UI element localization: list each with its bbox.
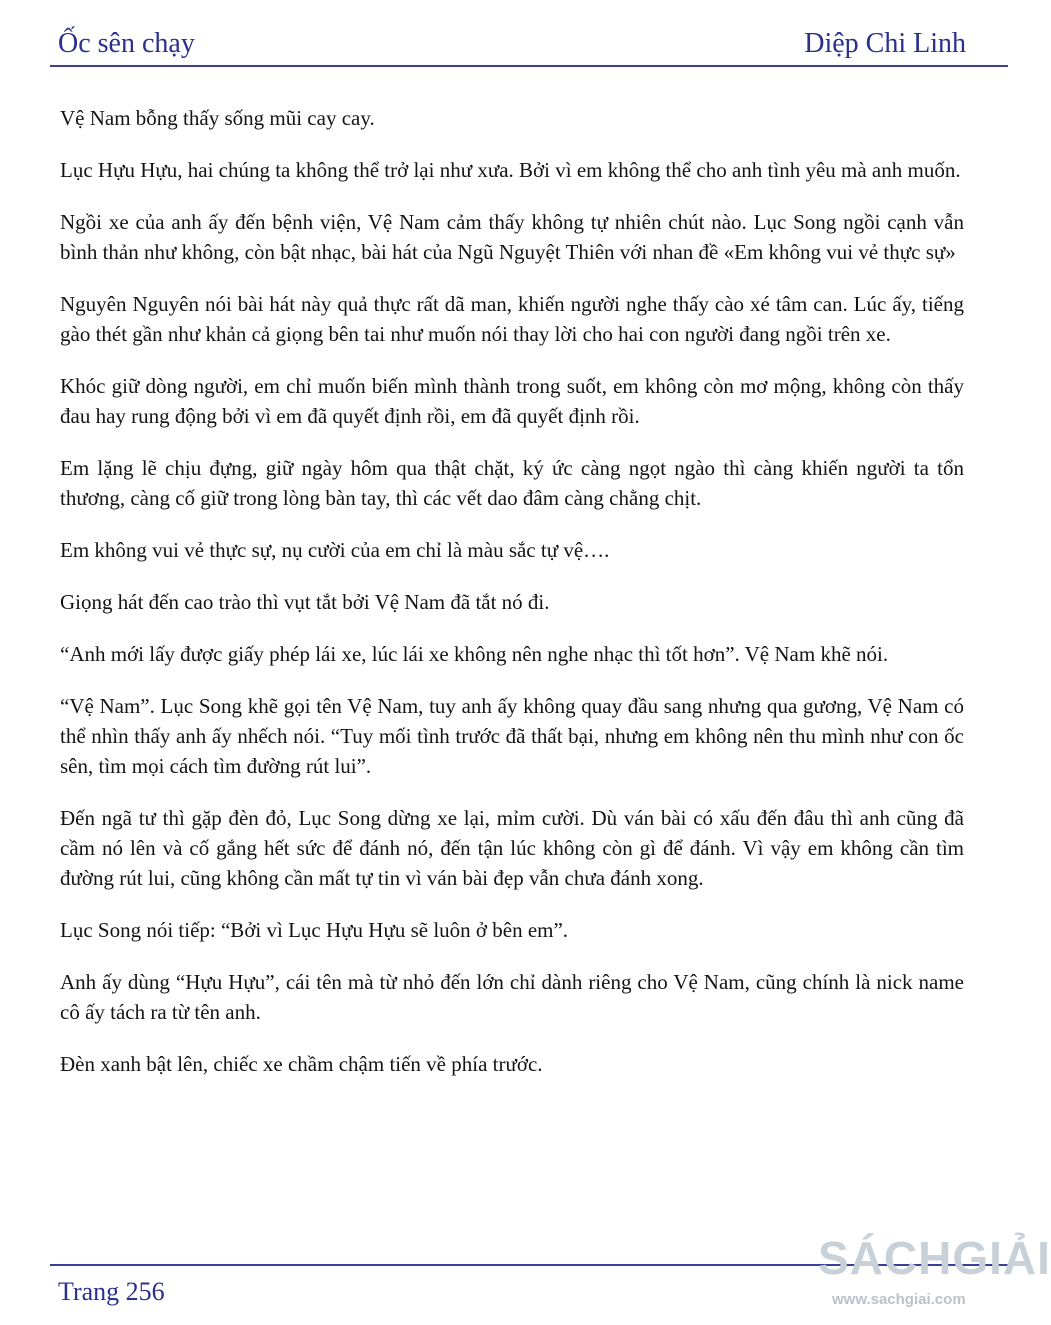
- page-header: [58, 24, 966, 64]
- paragraph: Anh ấy dùng “Hựu Hựu”, cái tên mà từ nhỏ đến lớn chỉ dành riêng cho Vệ Nam, cũng chính là nick name cô ấy tách ra từ tên anh.: [60, 970, 964, 1024]
- paragraph: Lục Song nói tiếp: “Bởi vì Lục Hựu Hựu sẽ luôn ở bên em”.: [60, 918, 569, 942]
- paragraph: Khóc giữ dòng người, em chỉ muốn biến mình thành trong suốt, em không còn mơ mộng, không còn thấy đau hay rung động bởi vì em đã quyết định rồi, em đã quyết định rồi.: [60, 374, 964, 428]
- paragraph: “Anh mới lấy được giấy phép lái xe, lúc lái xe không nên nghe nhạc thì tốt hơn”. Vệ Nam khẽ nói.: [60, 642, 889, 666]
- author-name: Diệp Chi Linh: [804, 28, 966, 59]
- paragraph: Ngồi xe của anh ấy đến bệnh viện, Vệ Nam cảm thấy không tự nhiên chút nào. Lục Song ngồi cạnh vẫn bình thản như không, còn bật nhạc, bài hát của Ngũ Nguyệt Thiên với nhan đề «Em không vui vẻ thực sự»: [60, 210, 964, 264]
- header-divider: [50, 65, 1008, 67]
- paragraph: Nguyên Nguyên nói bài hát này quả thực rất dã man, khiến người nghe thấy cào xé tâm can. Lúc ấy, tiếng gào thét gần như khản cả giọng bên tai như muốn nói thay lời cho hai con người đang ngồi trên xe.: [60, 292, 964, 346]
- paragraph: Giọng hát đến cao trào thì vụt tắt bởi Vệ Nam đã tắt nó đi.: [60, 590, 550, 614]
- watermark-url: www.sachgiai.com: [832, 1291, 966, 1308]
- book-title: Ốc sên chạy: [58, 28, 195, 59]
- paragraph: Đèn xanh bật lên, chiếc xe chầm chậm tiến về phía trước.: [60, 1052, 543, 1076]
- paragraph: Đến ngã tư thì gặp đèn đỏ, Lục Song dừng xe lại, mỉm cười. Dù ván bài có xấu đến đâu thì anh cũng đã cầm nó lên và cố gắng hết sức để đánh nó, đến tận lúc không còn gì để đánh. Vì vậy em không cần tìm đường rút lui, cũng không cần mất tự tin vì ván bài đẹp vẫn chưa đánh xong.: [60, 806, 964, 890]
- page-body: [60, 103, 964, 1101]
- paragraph: Vệ Nam bỗng thấy sống mũi cay cay.: [60, 106, 375, 130]
- paragraph: “Vệ Nam”. Lục Song khẽ gọi tên Vệ Nam, tuy anh ấy không quay đầu sang nhưng qua gương, Vệ Nam có thể nhìn thấy anh ấy nhếch nói. “Tuy mối tình trước đã thất bại, nhưng em không nên thu mình như con ốc sên, tìm mọi cách tìm đường rút lui”.: [60, 694, 964, 778]
- paragraph: Lục Hựu Hựu, hai chúng ta không thể trở lại như xưa. Bởi vì em không thể cho anh tình yêu mà anh muốn.: [60, 158, 961, 182]
- watermark-logo: [818, 1230, 1051, 1320]
- paragraph: Em lặng lẽ chịu đựng, giữ ngày hôm qua thật chặt, ký ức càng ngọt ngào thì càng khiến người ta tổn thương, càng cố giữ trong lòng bàn tay, thì các vết dao đâm càng chằng chịt.: [60, 456, 964, 510]
- paragraph: Em không vui vẻ thực sự, nụ cười của em chỉ là màu sắc tự vệ….: [60, 538, 610, 562]
- page-number: Trang 256: [58, 1277, 165, 1306]
- watermark-brand: SÁCHGIẢI: [818, 1232, 1051, 1284]
